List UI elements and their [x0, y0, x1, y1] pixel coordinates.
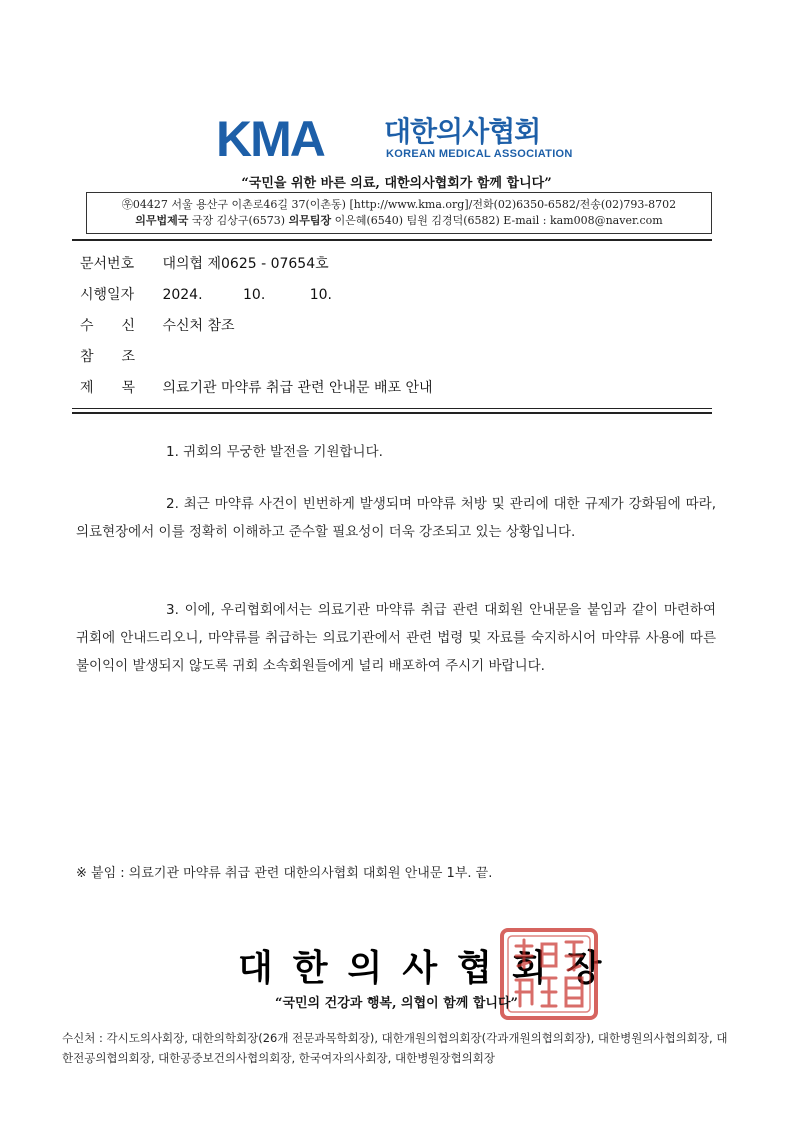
attachment-note: ※ 붙임 : 의료기관 마약류 취급 관련 대한의사협회 대회원 안내문 1부. 끝.	[76, 866, 493, 881]
reference-label: 참 조	[80, 349, 136, 365]
reference-row	[80, 347, 162, 367]
recipient-value: 수신처 참조	[162, 318, 235, 334]
team-label: 의무팀장	[288, 214, 332, 227]
doc-number: 대의협 제0625 - 07654호	[162, 256, 329, 272]
paragraph-2-text: 2. 최근 마약류 사건이 빈번하게 발생되며 마약류 처방 및 관리에 대한 규제가 강화됨에 따라, 의료현장에서 이를 정확히 이해하고 준수할 필요성이 더욱 강조되고 있는 상황입니다.	[76, 496, 716, 540]
date-label: 시행일자	[80, 287, 135, 303]
subject-value: 의료기관 마약류 취급 관련 안내문 배포 안내	[162, 380, 433, 396]
subject-row	[80, 378, 433, 398]
doc-number-row	[80, 254, 329, 274]
footer-slogan: “국민의 건강과 행복, 의협이 함께 합니다”	[274, 996, 519, 1011]
team-text: 이은혜(6540) 팀원 김경덕(6582) E-mail : kam008@naver.com	[334, 214, 663, 227]
header-slogan: “국민을 위한 바른 의료, 대한의사협회가 함께 합니다”	[241, 176, 552, 191]
date-day: 10.	[309, 287, 332, 303]
contact-address: ㉾04427 서울 용산구 이촌로46길 37(이촌동) [http://www.kma.org]/전화(02)6350-6582/전송(02)793-8702	[121, 198, 677, 211]
paragraph-3	[76, 596, 716, 680]
recipient-list: 수신처 : 각시도의사회장, 대한의학회장(26개 전문과목학회장), 대한개원의협의회장(각과개원의협의회장), 대한병원의사협의회장, 대한전공의협의회장, 대한공중보건의사협의회장, 한국여자의사회장, 대한병원장협의회장	[62, 1031, 728, 1065]
paragraph-3-text: 3. 이에, 우리협회에서는 의료기관 마약류 취급 관련 대회원 안내문을 붙임과 같이 마련하여 귀회에 안내드리오니, 마약류를 취급하는 의료기관에서 관련 법령 및 자료를 숙지하시어 마약류 사용에 따른 불이익이 발생되지 않도록 귀회 소속회원들에게 널리 배포하여 주시기 바랍니다.	[76, 602, 716, 674]
logo-korean-name: 대한의사협회	[384, 115, 541, 148]
date-month: 10.	[243, 287, 266, 303]
date-year: 2024.	[162, 287, 203, 303]
dept-label: 의무법제국	[135, 214, 189, 227]
sender-name: 대한의사협회장	[238, 947, 622, 989]
kma-logo	[216, 111, 576, 167]
subject-label: 제 목	[80, 380, 136, 396]
subject-divider-thick	[72, 412, 712, 414]
paragraph-1	[76, 438, 716, 466]
recipient-label: 수 신	[80, 318, 136, 334]
logo-mark: KMA	[216, 111, 324, 167]
paragraph-2	[76, 490, 716, 546]
paragraph-1-text: 1. 귀회의 무궁한 발전을 기원합니다.	[166, 444, 383, 460]
doc-number-label: 문서번호	[80, 256, 135, 272]
recipient-row	[80, 316, 235, 336]
contact-box	[86, 192, 712, 234]
contact-staff	[87, 213, 711, 229]
subject-divider-thin	[72, 408, 712, 409]
header-divider	[72, 239, 712, 241]
logo-english-name: KOREAN MEDICAL ASSOCIATION	[386, 148, 573, 160]
date-row	[80, 285, 332, 305]
dept-text: 국장 김상구(6573)	[191, 214, 286, 227]
